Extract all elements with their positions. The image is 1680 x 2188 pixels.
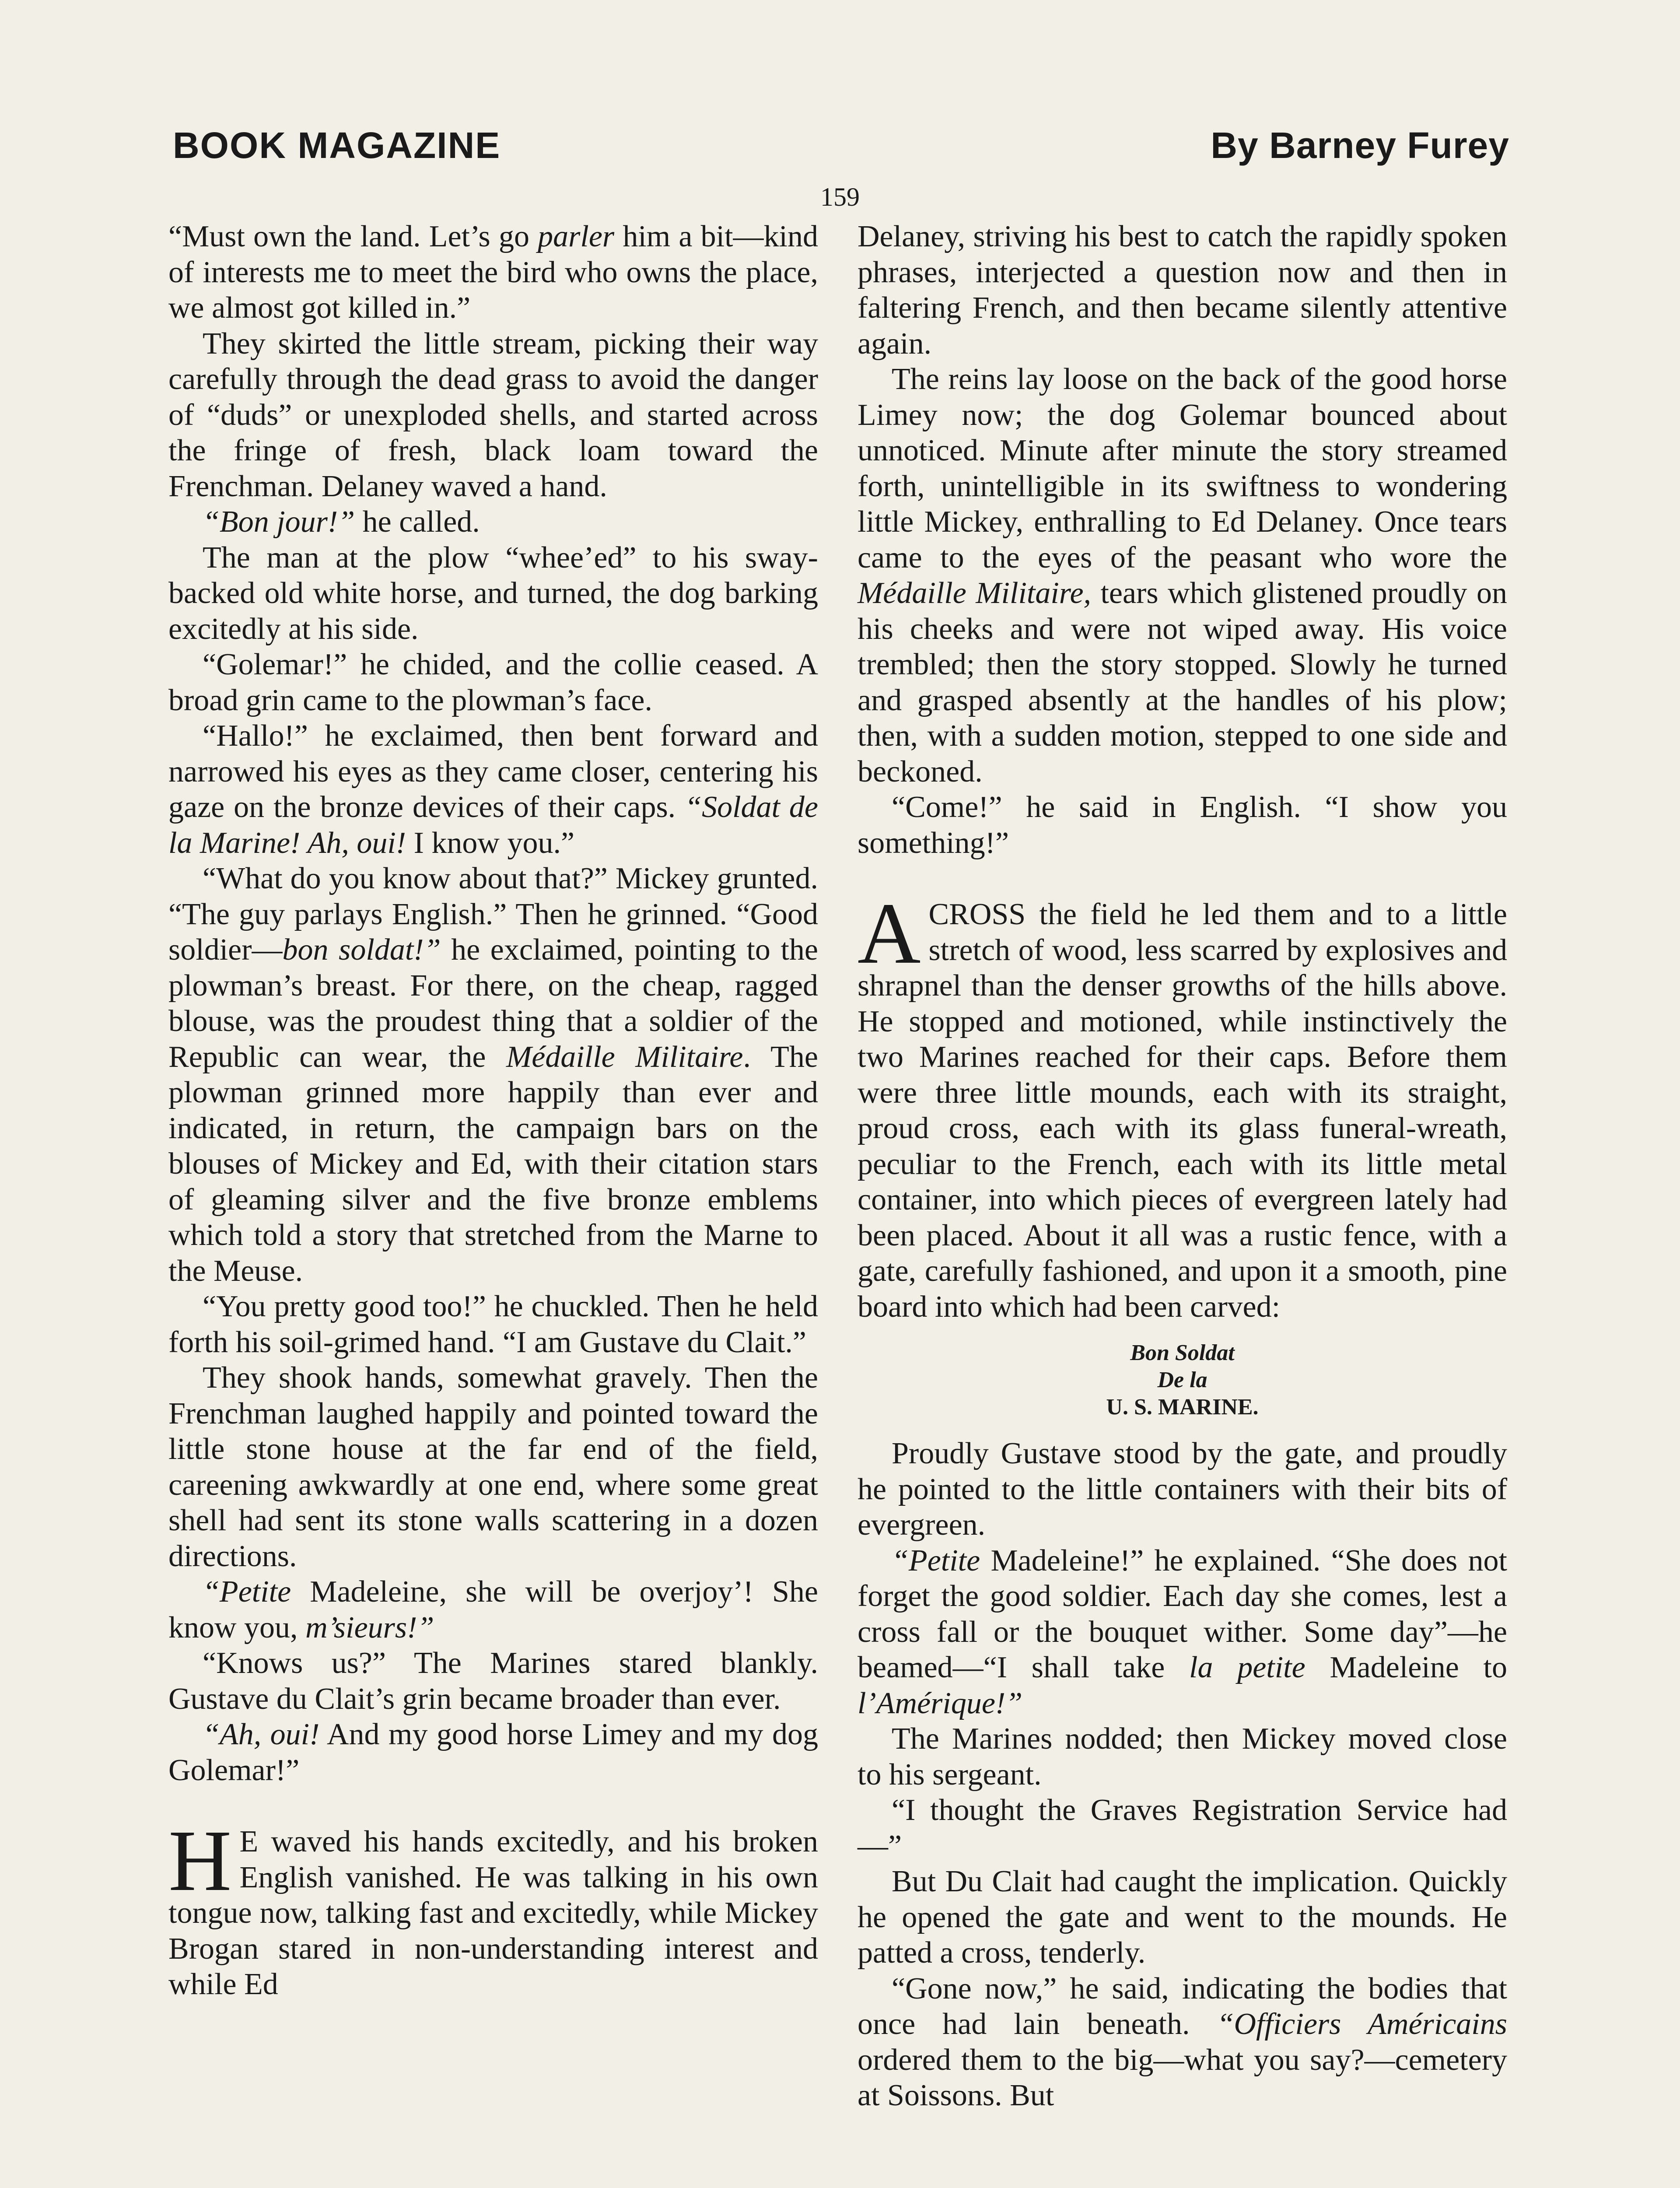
text-run: “You pretty good too!” he chuckled. Then he held forth his soil-grimed hand. “I am Gustave du Clait.” xyxy=(168,1290,818,1359)
magazine-title: BOOK MAGAZINE xyxy=(173,125,501,166)
paragraph xyxy=(168,1813,818,2002)
paragraph xyxy=(168,718,818,861)
italic-run: la petite xyxy=(1189,1651,1306,1684)
text-run: “I thought the Graves Registration Service had—” xyxy=(858,1793,1507,1863)
text-run: tears which glistened proudly on his cheeks and were not wiped away. His voice trembled; then the story stopped. Slowly he turned and grasped absently at the handles of his plow; then, with a sudden motion, stepped to one side and beckoned. xyxy=(858,576,1507,789)
text-run: “Hallo!” he exclaimed, then bent forward and narrowed his eyes as they came closer, centering his gaze on the bronze devices of their caps. xyxy=(168,719,818,824)
paragraph xyxy=(168,1289,818,1360)
text-run: “Knows us?” The Marines stared blankly. Gustave du Clait’s grin became broader than ever. xyxy=(168,1646,818,1716)
right-column xyxy=(858,219,1507,2114)
paragraph xyxy=(858,1436,1507,1543)
text-run: ordered them to the big—what you say?—cemetery at Soissons. But xyxy=(858,2043,1507,2112)
paragraph xyxy=(168,504,818,540)
paragraph xyxy=(858,885,1507,1325)
paragraph xyxy=(168,219,818,326)
italic-run: “Petite xyxy=(203,1575,291,1609)
drop-cap: H xyxy=(168,1813,232,1909)
italic-run: Médaille Militaire, xyxy=(858,576,1092,610)
text-run: Madeleine to xyxy=(1305,1651,1507,1684)
text-run: he exclaimed, pointing to the plowman’s breast. For there, on the cheap, ragged blouse, was the proudest thing that a soldier of the Republic can wear, the xyxy=(168,933,818,1074)
text-run: Delaney, striving his best to catch the rapidly spoken phrases, interjected a question now and then in faltering French, and then became silently attentive again. xyxy=(858,220,1507,361)
text-run: The reins lay loose on the back of the good horse Limey now; the dog Golemar bounced about unnoticed. Minute after minute the story streamed forth, unintelligible in its swiftness to wondering little Mickey, enthralling to Ed Delaney. Once tears came to the eyes of the peasant who wore the xyxy=(858,362,1507,575)
sign-line: De la xyxy=(1157,1368,1208,1392)
author-byline: By Barney Furey xyxy=(1211,125,1509,166)
left-column xyxy=(168,219,818,2002)
text-run: I know you.” xyxy=(406,826,575,860)
italic-run: “Ah, oui! xyxy=(203,1718,320,1751)
italic-run: l’Amérique!” xyxy=(858,1686,1023,1720)
text-run: The Marines nodded; then Mickey moved close to his sergeant. xyxy=(858,1722,1507,1792)
italic-run: “Officiers Américains xyxy=(1217,2007,1507,2041)
text-run: Proudly Gustave stood by the gate, and proudly he pointed to the little containers with their bits of evergreen. xyxy=(858,1437,1507,1542)
paragraph xyxy=(858,219,1507,361)
text-run: Madeleine, she will be overjoy’! She know you, xyxy=(168,1575,818,1645)
paragraph xyxy=(168,540,818,647)
italic-run: Médaille Militaire xyxy=(506,1040,743,1074)
text-run: CROSS the field he led them and to a little stretch of wood, less scarred by explosives and shrapnel than the denser growths of the hills above. He stopped and motioned, while instinctively the two Marines reached for their caps. Before them were three little mounds, each with its straight, proud cross, each with its glass funeral-wreath, peculiar to the French, each with its little metal container, into which pieces of evergreen lately had been placed. About it all was a rustic fence, with a gate, carefully fashioned, and upon it a smooth, pine board into which had been carved: xyxy=(858,898,1507,1324)
italic-run: “Soldat de la Marine! Ah, oui! xyxy=(168,790,818,860)
text-run: They skirted the little stream, picking their way carefully through the dead grass to avoid the danger of “duds” or unexploded shells, and started across the fringe of fresh, black loam toward the Frenchman. Delaney waved a hand. xyxy=(168,326,818,503)
sign-line: U. S. MARINE. xyxy=(1106,1395,1259,1420)
italic-run: “Petite xyxy=(892,1543,980,1578)
italic-run: “Bon jour!” xyxy=(203,505,355,539)
text-run: They shook hands, somewhat gravely. Then the Frenchman laughed happily and pointed toward the little stone house at the far end of the field, careening awkwardly at one end, where some great shell had sent its stone walls scattering in a dozen directions. xyxy=(168,1361,818,1573)
page-number: 159 xyxy=(820,182,860,211)
paragraph xyxy=(168,1574,818,1645)
text-run: him a bit—kind of interests me to meet the bird who owns the place, we almost got killed in.” xyxy=(168,220,818,325)
carved-sign xyxy=(858,1339,1507,1421)
paragraph xyxy=(858,1971,1507,2114)
text-run: . The plowman grinned more happily than ever and indicated, in return, the campaign bars on the blouses of Mickey and Ed, with their citation stars of gleaming silver and the five bronze emblems which told a story that stretched from the Marne to the Meuse. xyxy=(168,1040,818,1288)
sign-line: Bon Soldat xyxy=(1130,1340,1235,1365)
text-run: Madeleine!” he explained. “She does not forget the good soldier. Each day she comes, lest a cross fall or the bouquet wither. Some day”—he beamed—“I shall take xyxy=(858,1543,1507,1684)
text-run: “What do you know about that?” Mickey grunted. “The guy parlays English.” Then he grinned. “Good soldier— xyxy=(168,862,818,967)
text-run: he called. xyxy=(355,505,480,539)
paragraph xyxy=(168,326,818,505)
paragraph xyxy=(168,1717,818,1788)
italic-run: bon soldat!” xyxy=(282,933,441,967)
text-run: E waved his hands excitedly, and his broken English vanished. He was talking in his own tongue now, talking fast and excitedly, while Mickey Brogan stared in non-understanding interest and while Ed xyxy=(168,1825,818,2001)
paragraph xyxy=(858,1792,1507,1864)
text-run: But Du Clait had caught the implication. Quickly he opened the gate and went to the mounds. He patted a cross, tenderly. xyxy=(858,1865,1507,1970)
text-run: “Come!” he said in English. “I show you something!” xyxy=(858,790,1507,860)
paragraph xyxy=(858,789,1507,861)
italic-run: parler xyxy=(538,220,615,253)
text-run: “Gone now,” he said, indicating the bodies that once had lain beneath. xyxy=(858,1971,1507,2041)
text-run: And my good horse Limey and my dog Golemar!” xyxy=(168,1718,818,1787)
text-run: “Must own the land. Let’s go xyxy=(168,220,538,253)
text-run: The man at the plow “whee’ed” to his sway-backed old white horse, and turned, the dog barking excitedly at his side. xyxy=(168,540,818,646)
text-run: “Golemar!” he chided, and the collie ceased. A broad grin came to the plowman’s face. xyxy=(168,648,818,717)
drop-cap: A xyxy=(858,885,921,982)
paragraph xyxy=(168,861,818,1289)
paragraph xyxy=(168,1360,818,1574)
italic-run: m’sieurs!” xyxy=(305,1610,434,1645)
paragraph xyxy=(858,361,1507,789)
paragraph xyxy=(858,1721,1507,1792)
paragraph xyxy=(168,1645,818,1717)
paragraph xyxy=(858,1864,1507,1971)
paragraph xyxy=(858,1543,1507,1722)
paragraph xyxy=(168,647,818,718)
